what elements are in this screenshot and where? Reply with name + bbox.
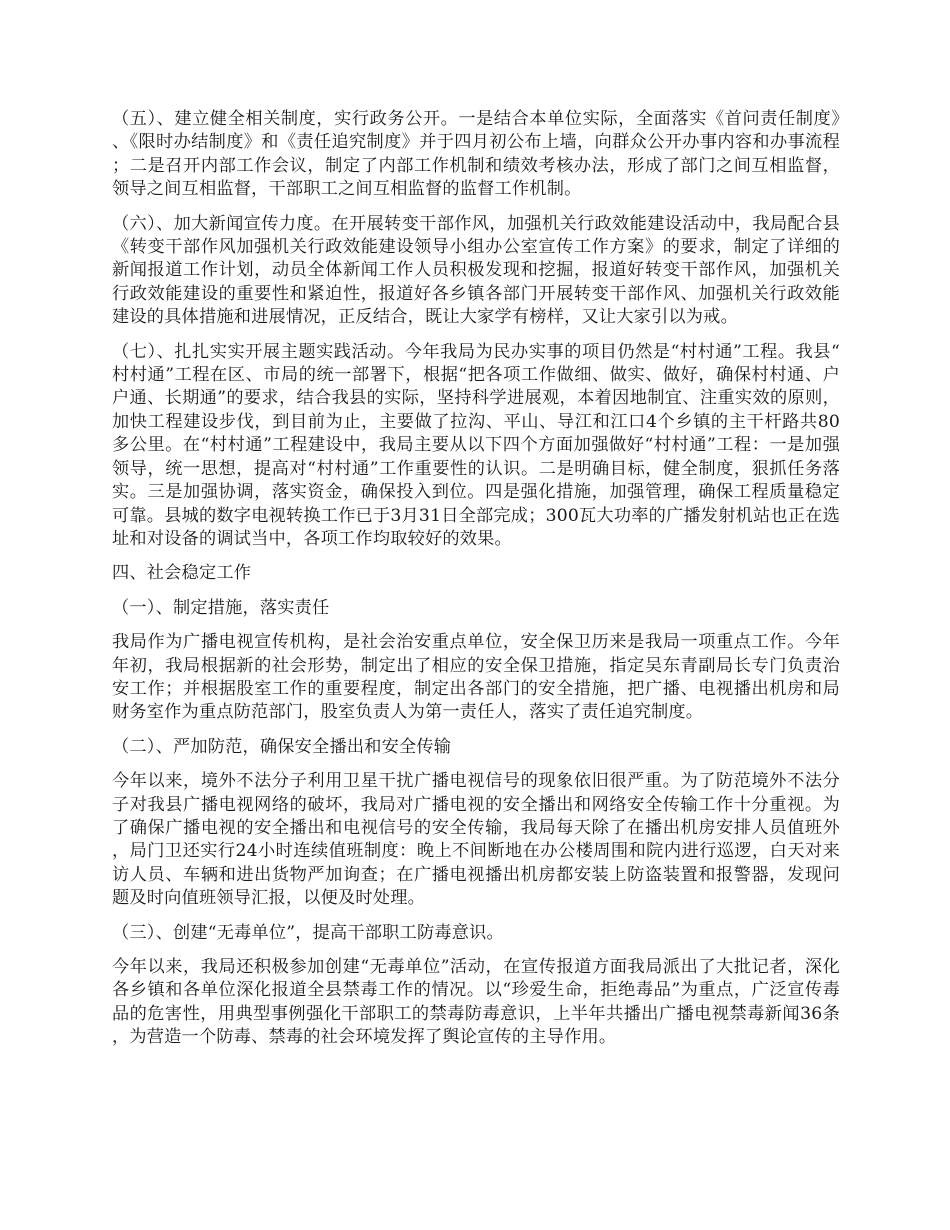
paragraph-section-7: （七）、扎扎实实开展主题实践活动。今年我局为民办实事的项目仍然是“村村通”工程。我县“村村通”工程在区、市局的统一部署下，根据“把各项工作做细、做实、做好，确保村村通、户户通、长期通”的要求，结合我县的实际，坚持科学进展观，本着因地制宜、注重实效的原则，加快工程建设步伐，到目前为止，主要做了拉沟、平山、导江和江口4个乡镇的主干杆路共80多公里。在“村村通”工程建设中，我局主要从以下四个方面加强做好“村村通”工程：一是加强领导，统一思想，提高对“村村通”工作重要性的认识。二是明确目标，健全制度，狠抓任务落实。三是加强协调，落实资金，确保投入到位。四是强化措施，加强管理，确保工程质量稳定可靠。县城的数字电视转换工作已于3月31日全部完成；300瓦大功率的广播发射机站也正在选址和对设备的调试当中，各项工作均取较好的效果。: [112, 341, 840, 549]
paragraph-section-5: （五）、建立健全相关制度，实行政务公开。一是结合本单位实际，全面落实《首问责任制度》、《限时办结制度》和《责任追究制度》并于四月初公布上墙，向群众公开办事内容和办事流程；二是召开内部工作会议，制定了内部工作机制和绩效考核办法，形成了部门之间互相监督，领导之间互相监督，干部职工之间互相监督的监督工作机制。: [112, 109, 840, 200]
paragraph-safe-broadcast: 今年以来，境外不法分子利用卫星干扰广播电视信号的现象依旧很严重。为了防范境外不法分子对我县广播电视网络的破坏，我局对广播电视的安全播出和网络安全传输工作十分重视。为了确保广播电视的安全播出和电视信号的安全传输，我局每天除了在播出机房安排人员值班外，局门卫还实行24小时连续值班制度：晚上不间断地在办公楼周围和院内进行巡逻，白天对来访人员、车辆和进出货物严加询查；在广播电视播出机房都安装上防盗装置和报警器，发现问题及时向值班领导汇报，以便及时处理。: [112, 771, 840, 909]
paragraph-section-6: （六）、加大新闻宣传力度。在开展转变干部作风，加强机关行政效能建设活动中，我局配合县《转变干部作风加强机关行政效能建设领导小组办公室宣传工作方案》的要求，制定了详细的新闻报道工作计划，动员全体新闻工作人员积极发现和挖掘，报道好转变干部作风，加强机关行政效能建设的重要性和紧迫性，报道好各乡镇各部门开展转变干部作风、加强机关行政效能建设的具体措施和进展情况，正反结合，既让大家学有榜样，又让大家引以为戒。: [112, 213, 840, 328]
document-body: [112, 108, 840, 1061]
subheading-measures: （一）、制定措施，落实责任: [112, 597, 330, 618]
paragraph-security-duty: 我局作为广播电视宣传机构，是社会治安重点单位，安全保卫历来是我局一项重点工作。今年年初，我局根据新的社会形势，制定出了相应的安全保卫措施，指定吴东青副局长专门负责治安工作；并根据股室工作的重要程度，制定出各部门的安全措施，把广播、电视播出机房和局财务室作为重点防范部门，股室负责人为第一责任人，落实了责任追究制度。: [112, 632, 840, 723]
paragraph-drug-free: 今年以来，我局还积极参加创建“无毒单位”活动，在宣传报道方面我局派出了大批记者，深化各乡镇和各单位深化报道全县禁毒工作的情况。以“珍爱生命，拒绝毒品”为重点，广泛宣传毒品的危害性，用典型事例强化干部职工的禁毒防毒意识，上半年共播出广播电视禁毒新闻36条，为营造一个防毒、禁毒的社会环境发挥了舆论宣传的主导作用。: [112, 957, 840, 1048]
subheading-drug-free: （三）、创建“无毒单位”，提高干部职工防毒意识。: [112, 922, 504, 943]
heading-social-stability: 四、社会稳定工作: [112, 563, 252, 584]
subheading-safe-broadcast: （二）、严加防范，确保安全播出和安全传输: [112, 736, 452, 757]
